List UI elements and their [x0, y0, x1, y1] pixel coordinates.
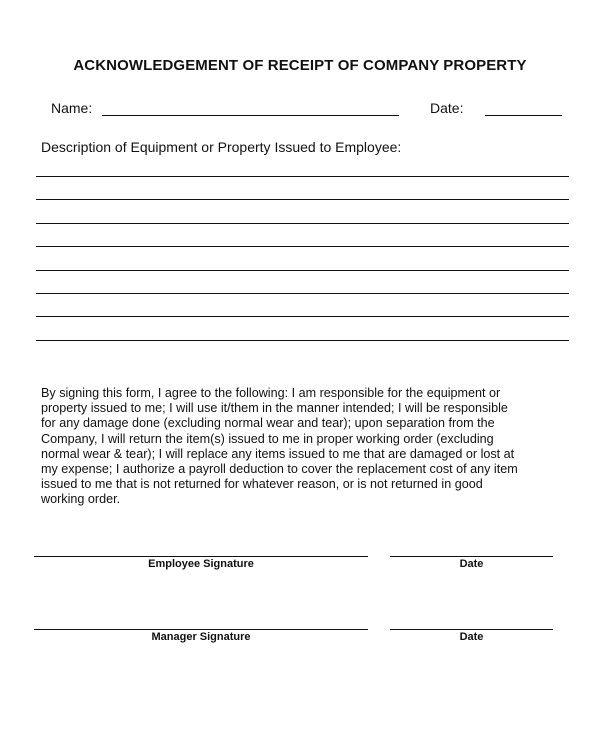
description-line[interactable]	[36, 199, 569, 200]
description-line[interactable]	[36, 270, 569, 271]
date-label: Date:	[430, 100, 464, 116]
agreement-text: By signing this form, I agree to the following: I am responsible for the equipment or property issued to me; I will use it/them in the manner intended; I will be responsible for any damage done (excluding normal wear and tear); upon separation from the Company, I will return the item(s) issued to me in proper working order (excluding normal wear & tear); I will replace any items issued to me that are damaged or lost at my expense; I authorize a payroll deduction to cover the replacement cost of any item issued to me that is not returned for whatever reason, or is not returned in good working order.	[41, 386, 518, 507]
manager-signature-label: Manager Signature	[151, 631, 251, 643]
description-line[interactable]	[36, 246, 569, 247]
description-line[interactable]	[36, 340, 569, 341]
employee-date-label: Date	[459, 558, 484, 570]
form-title: ACKNOWLEDGEMENT OF RECEIPT OF COMPANY PROPERTY	[73, 57, 527, 74]
manager-signature-line[interactable]	[34, 629, 368, 630]
description-line[interactable]	[36, 316, 569, 317]
employee-signature-label: Employee Signature	[148, 558, 254, 570]
description-line[interactable]	[36, 176, 569, 177]
employee-date-line[interactable]	[390, 556, 553, 557]
date-field[interactable]	[485, 115, 562, 116]
name-field[interactable]	[102, 115, 399, 116]
manager-date-line[interactable]	[390, 629, 553, 630]
manager-date-label: Date	[459, 631, 484, 643]
description-lines[interactable]	[36, 176, 569, 363]
description-line[interactable]	[36, 293, 569, 294]
employee-signature-line[interactable]	[34, 556, 368, 557]
description-line[interactable]	[36, 223, 569, 224]
description-label: Description of Equipment or Property Issued to Employee:	[41, 139, 402, 155]
name-label: Name:	[51, 100, 93, 116]
